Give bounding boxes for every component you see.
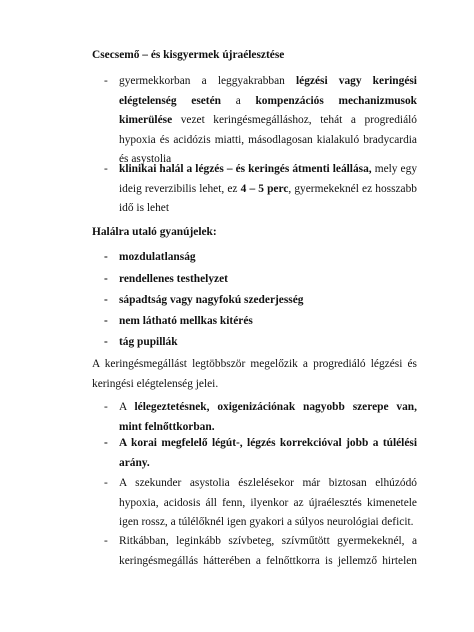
list-item-text: nem látható mellkas kitérés [119, 315, 253, 327]
list-dash: - [104, 163, 108, 175]
list-item [104, 398, 417, 437]
list-item-text: A szekunder asystolia észlelésekor már biztosan elhúzódó hypoxia, acidosis áll fenn, ilyenkor az újraélesztés kimenetele igen rossz, a túlélőknél igen gyakori a súlyos neurológiai deficit. [119, 477, 417, 528]
list-item-text: gyermekkorban a leggyakrabban légzési vagy keringési elégtelenség esetén a kompenzációs mechanizmusok kimerülése vezet keringésmegálláshoz, tehát a progrediáló hypoxia és acidózis miatti, másodlagosan kialakuló bradycardia és asystolia [119, 75, 417, 165]
section-heading: Halálra utaló gyanújelek: [92, 226, 217, 238]
list-item-text: rendellenes testhelyzet [119, 273, 228, 285]
section-title: Csecsemő – és kisgyermek újraélesztése [92, 49, 285, 61]
list-item [104, 333, 417, 353]
list-item [104, 474, 417, 533]
list-dash: - [104, 294, 108, 306]
list-dash: - [104, 75, 108, 87]
list-item [104, 160, 417, 219]
list-dash: - [104, 251, 108, 263]
list-dash: - [104, 336, 108, 348]
list-dash: - [104, 477, 108, 489]
list-dash: - [104, 401, 108, 413]
list-item [104, 434, 417, 473]
list-item-text: mozdulatlanság [119, 251, 196, 263]
list-item [104, 270, 417, 290]
list-item-text: A korai megfelelő légút-, légzés korrekcióval jobb a túlélési arány. [119, 437, 417, 469]
list-item [104, 532, 417, 571]
list-item [104, 291, 417, 311]
list-item-text: Ritkábban, leginkább szívbeteg, szívműtött gyermekeknél, a keringésmegállás hátterében a felnőttkorra is jellemző hirtelen [119, 535, 417, 567]
list-dash: - [104, 535, 108, 547]
paragraph: A keringésmegállást legtöbbször megelőzik a progrediáló légzési és keringési elégtelenség jelei. [92, 358, 417, 390]
list-item-text: sápadtság vagy nagyfokú szederjesség [119, 294, 304, 306]
list-item [104, 248, 417, 268]
list-item [104, 72, 417, 170]
list-item-text: tág pupillák [119, 336, 178, 348]
list-item [104, 312, 417, 332]
list-dash: - [104, 437, 108, 449]
list-item-text: klinikai halál a légzés – és keringés átmenti leállása, mely egy ideig reverzibilis lehet, ez 4 – 5 perc, gyermekeknél ez hosszabb idő is lehet [119, 163, 418, 214]
list-dash: - [104, 273, 108, 285]
list-dash: - [104, 315, 108, 327]
list-item-text: A lélegeztetésnek, oxigenizációnak nagyobb szerepe van, mint felnőttkorban. [119, 401, 417, 433]
